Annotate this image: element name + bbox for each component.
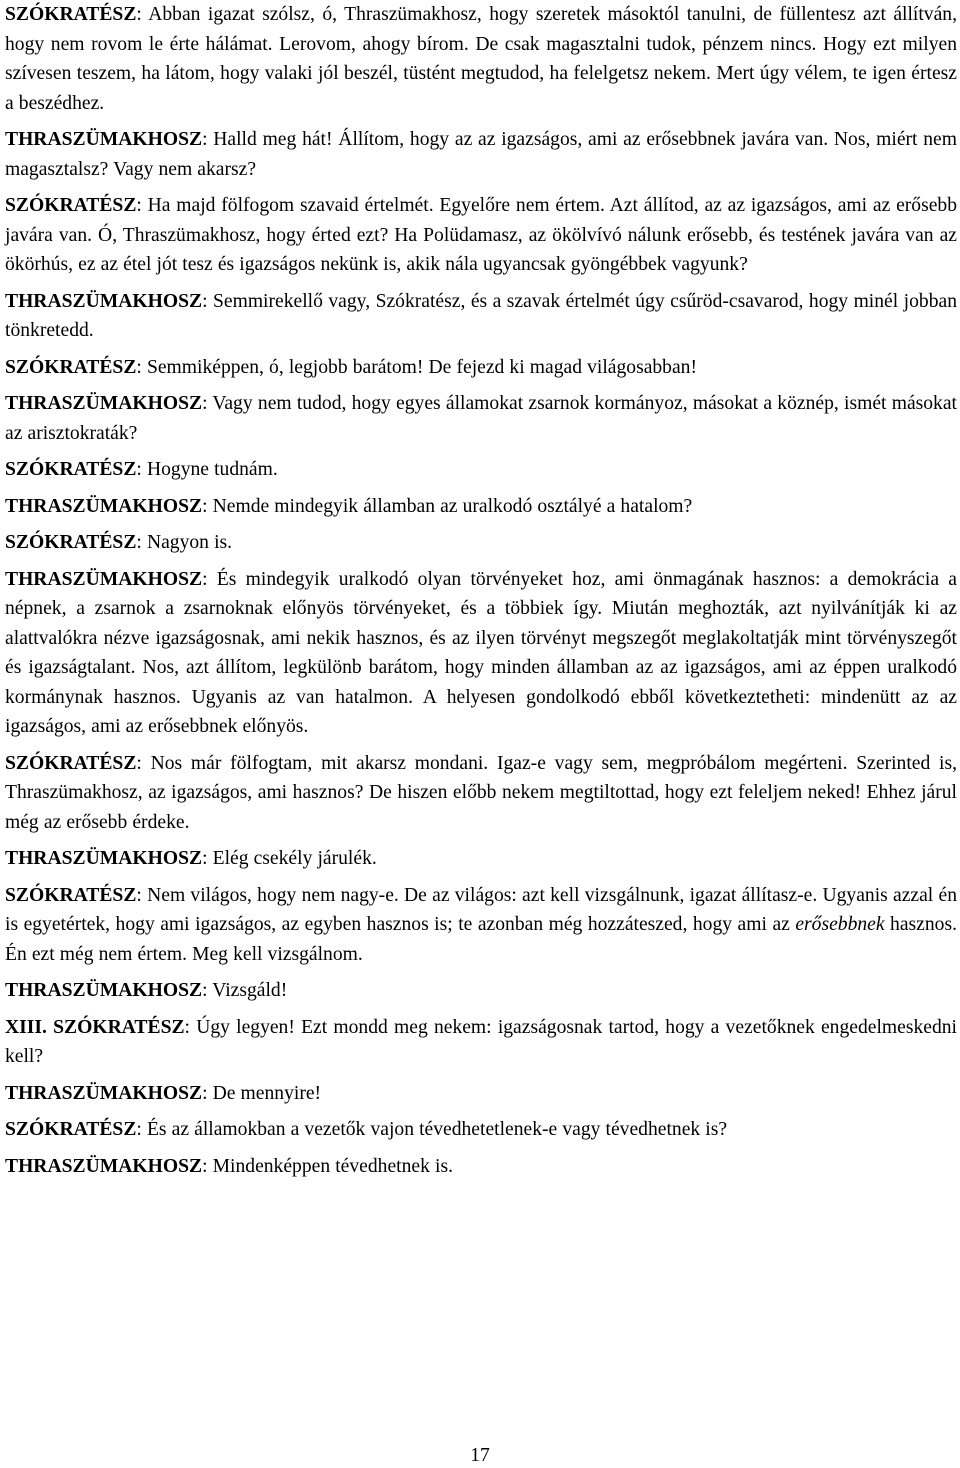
paragraph-text: : Abban igazat szólsz, ó, Thraszümakhosz, hogy szeretek másoktól tanulni, de füllentesz azt állítván, hogy nem rovom le érte hálámat. Lerovom, ahogy bírom. De csak magasztalni tudok, pénzem nincs. Hogy ezt milyen szívesen teszem, ha látom, hogy valaki jól beszél, tüstént megtudod, ha felelgetsz nekem. Mert úgy vélem, te igen értesz a beszédhez. [5, 4, 957, 114]
dialogue-paragraph [5, 353, 957, 383]
speaker-name: THRASZÜMAKHOSZ [5, 848, 203, 869]
dialogue-paragraph [5, 287, 957, 346]
paragraph-text: : Vagy nem tudod, hogy egyes államokat zsarnok kormányoz, másokat a köznép, ismét másokat az arisztokraták? [5, 393, 957, 444]
paragraph-text: : Semmirekellő vagy, Szókratész, és a szavak értelmét úgy csűröd-csavarod, hogy minél jobban tönkretedd. [5, 290, 957, 341]
speaker-name: THRASZÜMAKHOSZ [5, 495, 203, 517]
dialogue-paragraph [5, 389, 957, 448]
emphasized-word: erősebbnek [795, 914, 885, 935]
speaker-name: THRASZÜMAKHOSZ [5, 290, 203, 312]
dialogue-paragraph [5, 125, 957, 184]
dialogue-paragraph [5, 881, 957, 970]
paragraph-text: : Úgy legyen! Ezt mondd meg nekem: igazságosnak tartod, hogy a vezetőknek engedelmeskedni kell? [5, 1016, 957, 1067]
paragraph-text: : Nem világos, hogy nem nagy-e. De az világos: azt kell vizsgálnunk, igazat állítasz-e. Ugyanis azzal én is egyetértek, hogy ami igazságos, az egyben hasznos is; te azonban még hozzáteszed, hogy ami az [5, 884, 957, 935]
paragraph-text: : Vizsgáld! [202, 980, 288, 1001]
speaker-name: SZÓKRATÉSZ [5, 1119, 137, 1140]
dialogue-paragraph [5, 528, 957, 558]
paragraph-text: : De mennyire! [202, 1082, 322, 1104]
section-number: XIII. [5, 1016, 47, 1038]
speaker-name: SZÓKRATÉSZ [53, 1016, 185, 1038]
paragraph-text: hasznos. Én ezt még nem értem. Meg kell vizsgálnom. [5, 914, 957, 965]
speaker-name: THRASZÜMAKHOSZ [5, 568, 203, 590]
speaker-name: SZÓKRATÉSZ [5, 459, 137, 480]
dialogue-paragraph [5, 749, 957, 838]
paragraph-text: : Halld meg hát! Állítom, hogy az az igazságos, ami az erősebbnek javára van. Nos, miért nem magasztalsz? Vagy nem akarsz? [5, 129, 957, 180]
speaker-name: THRASZÜMAKHOSZ [5, 1155, 203, 1177]
dialogue-paragraph [5, 191, 957, 280]
paragraph-text: : Hogyne tudnám. [136, 459, 278, 480]
paragraph-text: : Elég csekély járulék. [202, 848, 377, 869]
paragraph-text: : Nemde mindegyik államban az uralkodó osztályé a hatalom? [202, 495, 693, 517]
speaker-name: SZÓKRATÉSZ [5, 884, 137, 906]
dialogue-paragraph [5, 0, 957, 118]
speaker-name: SZÓKRATÉSZ [5, 195, 137, 216]
paragraph-text: : Nagyon is. [136, 532, 233, 553]
document-body [5, 0, 957, 1181]
speaker-name: SZÓKRATÉSZ [5, 532, 137, 553]
dialogue-paragraph [5, 1115, 957, 1145]
speaker-name: THRASZÜMAKHOSZ [5, 393, 203, 414]
speaker-name: SZÓKRATÉSZ [5, 356, 137, 378]
dialogue-paragraph [5, 455, 957, 485]
speaker-name: SZÓKRATÉSZ [5, 752, 137, 774]
speaker-name: THRASZÜMAKHOSZ [5, 129, 203, 150]
dialogue-paragraph [5, 1079, 957, 1109]
paragraph-text: : Nos már fölfogtam, mit akarsz mondani. Igaz-e vagy sem, megpróbálom megérteni. Szerinted is, Thraszümakhosz, az igazságos, ami hasznos? De hiszen előbb nekem megtiltottad, hogy ezt feleljem neked! Ehhez járul még az erősebb érdeke. [5, 752, 957, 833]
paragraph-text: : Mindenképpen tévedhetnek is. [202, 1155, 453, 1177]
paragraph-text: : És mindegyik uralkodó olyan törvényeket hoz, ami önmagának hasznos: a demokrácia a népnek, a zsarnok a zsarnoknak előnyös törvényeket, és a többiek így. Miután meghozták, azt nyilvánítják ki az alattvalókra nézve igazságosnak, ami nekik hasznos, és az ilyen törvényt megszegőt meglakoltatják mint törvényszegőt és igazságtalant. Nos, azt állítom, legkülönb barátom, hogy minden államban az az igazságos, ami az éppen uralkodó kormánynak hasznos. Ugyanis az van hatalmon. A helyesen gondolkodó ebből következtetheti: mindenütt az az igazságos, ami az erősebbnek előnyös. [5, 568, 957, 737]
paragraph-text: : Semmiképpen, ó, legjobb barátom! De fejezd ki magad világosabban! [136, 356, 698, 378]
dialogue-paragraph [5, 1152, 957, 1182]
dialogue-paragraph [5, 1013, 957, 1072]
dialogue-paragraph [5, 565, 957, 742]
speaker-name: THRASZÜMAKHOSZ [5, 980, 203, 1001]
page-number: 17 [470, 1445, 490, 1466]
paragraph-text: : És az államokban a vezetők vajon tévedhetetlenek-e vagy tévedhetnek is? [136, 1119, 728, 1140]
dialogue-paragraph [5, 492, 957, 522]
dialogue-paragraph [5, 844, 957, 874]
speaker-name: SZÓKRATÉSZ [5, 4, 137, 25]
dialogue-paragraph [5, 976, 957, 1006]
speaker-name: THRASZÜMAKHOSZ [5, 1082, 203, 1104]
paragraph-text: : Ha majd fölfogom szavaid értelmét. Egyelőre nem értem. Azt állítod, az az igazságos, ami az erősebb javára van. Ó, Thraszümakhosz, hogy érted ezt? Ha Polüdamasz, az ökölvívó nálunk erősebb, és testének javára van az ökörhús, ez az étel jót tesz és igazságos nekünk is, akik nála ugyancsak gyöngébbek vagyunk? [5, 195, 957, 275]
